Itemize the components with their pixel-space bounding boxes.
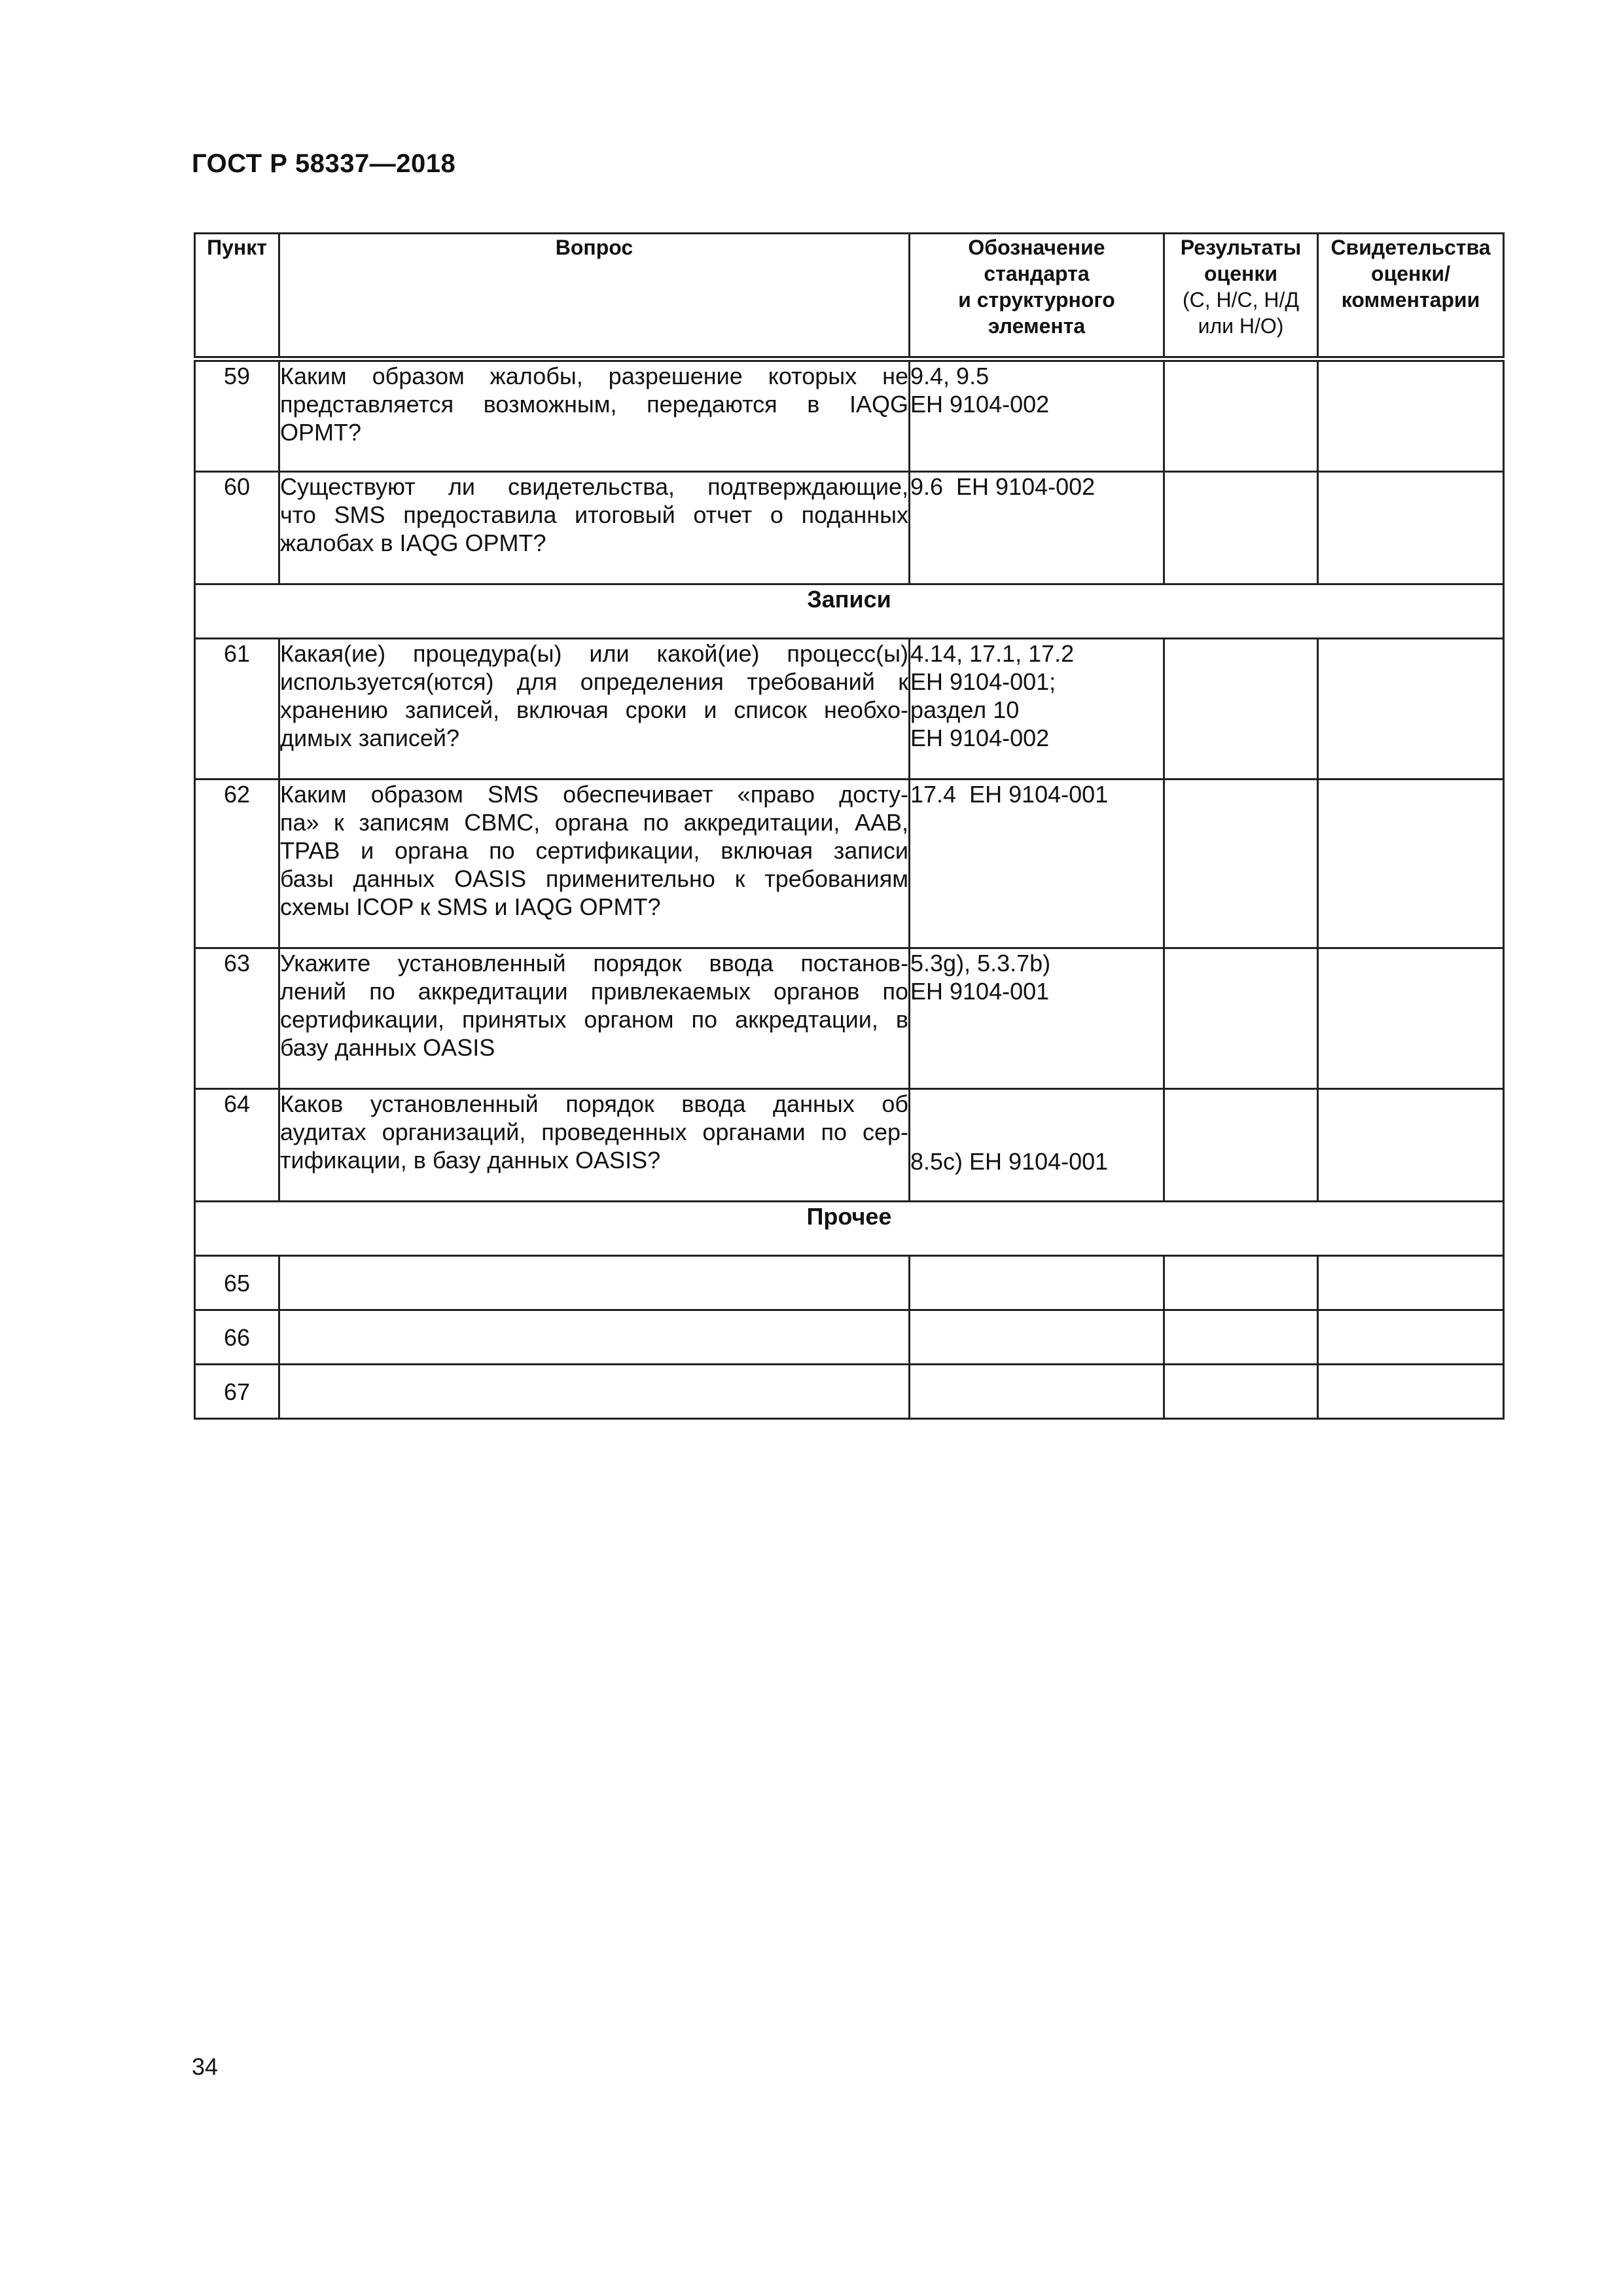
- col-header-standard-line: стандарта: [984, 262, 1090, 285]
- standard-cell: [910, 1365, 1164, 1419]
- col-header-evidence-line: Свидетельства: [1330, 236, 1491, 259]
- col-header-evidence-line: комментарии: [1341, 288, 1480, 312]
- standard-line: 9.6 ЕН 9104-002: [910, 473, 1096, 500]
- checklist-table: [194, 232, 1505, 1420]
- col-header-evidence-line: оценки/: [1371, 262, 1450, 285]
- table-row: [195, 1365, 1504, 1419]
- question-cell: [279, 639, 910, 780]
- col-header-results-line: оценки: [1204, 262, 1278, 285]
- question-line: что SMS предоставила итоговый отчет о поданных: [280, 501, 908, 528]
- results-cell: [1164, 1365, 1318, 1419]
- col-header-results: [1164, 234, 1318, 359]
- table-row: [195, 780, 1504, 948]
- results-cell: [1164, 780, 1318, 948]
- standard-cell: [910, 472, 1164, 584]
- results-cell: [1164, 948, 1318, 1089]
- col-header-standard-line: и структурного: [958, 288, 1115, 312]
- item-number: 67: [195, 1365, 279, 1419]
- results-cell: [1164, 1310, 1318, 1365]
- standard-cell: [910, 1256, 1164, 1310]
- standard-line: 8.5c) ЕН 9104-001: [910, 1148, 1109, 1175]
- table-row: [195, 359, 1504, 472]
- col-header-results-line: (С, Н/С, Н/Д: [1182, 288, 1300, 312]
- table-header-row: [195, 234, 1504, 359]
- question-line: используется(ются) для определения требований к: [280, 668, 908, 695]
- document-header: ГОСТ Р 58337—2018: [192, 149, 456, 178]
- section-title-records: Записи: [195, 584, 1504, 639]
- question-line: представляется возможным, передаются в IAQG: [280, 391, 908, 418]
- question-line: базы данных OASIS применительно к требованиям: [280, 865, 908, 892]
- question-line: хранению записей, включая сроки и список необхо-: [280, 696, 908, 723]
- col-header-question: Вопрос: [279, 234, 910, 359]
- question-line: па» к записям CBMC, органа по аккредитации, AAB,: [280, 809, 908, 836]
- col-header-standard-line: Обозначение: [968, 236, 1105, 259]
- question-cell: [279, 1310, 910, 1365]
- results-cell: [1164, 359, 1318, 472]
- question-line: Каким образом SMS обеспечивает «право досту-: [280, 781, 908, 808]
- standard-line: ЕН 9104-001: [910, 978, 1050, 1005]
- evidence-cell: [1318, 948, 1504, 1089]
- table-row: [195, 948, 1504, 1089]
- col-header-results-line: Результаты: [1180, 236, 1302, 259]
- results-cell: [1164, 1256, 1318, 1310]
- table-row: [195, 472, 1504, 584]
- standard-cell: [910, 1089, 1164, 1202]
- col-header-evidence: [1318, 234, 1504, 359]
- col-header-results-line: или Н/О): [1198, 314, 1284, 338]
- question-cell: [279, 1256, 910, 1310]
- results-cell: [1164, 639, 1318, 780]
- question-line: сертификации, принятых органом по аккредтации, в: [280, 1006, 908, 1033]
- table-row: [195, 1089, 1504, 1202]
- standard-line: 9.4, 9.5: [910, 363, 990, 389]
- section-row: [195, 584, 1504, 639]
- item-number: 61: [195, 639, 279, 780]
- standard-cell: [910, 639, 1164, 780]
- col-header-standard: [910, 234, 1164, 359]
- results-cell: [1164, 472, 1318, 584]
- question-line: Каким образом жалобы, разрешение которых не: [280, 363, 908, 389]
- item-number: 66: [195, 1310, 279, 1365]
- evidence-cell: [1318, 1256, 1504, 1310]
- question-line: лений по аккредитации привлекаемых органов по: [280, 978, 908, 1005]
- question-line: жалобах в IAQG OPMT?: [280, 529, 546, 556]
- question-cell: [279, 948, 910, 1089]
- standard-line: ЕН 9104-002: [910, 725, 1050, 751]
- item-number: 64: [195, 1089, 279, 1202]
- standard-cell: [910, 359, 1164, 472]
- item-number: 62: [195, 780, 279, 948]
- question-cell: [279, 1365, 910, 1419]
- standard-line: 4.14, 17.1, 17.2: [910, 640, 1075, 667]
- standard-line: ЕН 9104-002: [910, 391, 1050, 418]
- question-cell: [279, 1089, 910, 1202]
- question-line: Укажите установленный порядок ввода постанов-: [280, 950, 908, 977]
- question-line: тификации, в базу данных OASIS?: [280, 1147, 661, 1174]
- table-row: [195, 1256, 1504, 1310]
- item-number: 60: [195, 472, 279, 584]
- evidence-cell: [1318, 639, 1504, 780]
- evidence-cell: [1318, 780, 1504, 948]
- page-number: 34: [192, 2053, 219, 2080]
- question-line: Существуют ли свидетельства, подтверждающие,: [280, 473, 908, 500]
- question-line: базу данных OASIS: [280, 1034, 495, 1061]
- results-cell: [1164, 1089, 1318, 1202]
- standard-line: раздел 10: [910, 696, 1020, 723]
- col-header-standard-line: элемента: [988, 314, 1086, 338]
- question-line: OPMT?: [280, 419, 362, 446]
- question-line: TPAB и органа по сертификации, включая записи: [280, 837, 908, 864]
- evidence-cell: [1318, 1310, 1504, 1365]
- col-header-num: Пункт: [195, 234, 279, 359]
- question-line: аудитах организаций, проведенных органами по сер-: [280, 1119, 908, 1145]
- question-line: схемы ICOP к SMS и IAQG OPMT?: [280, 893, 661, 920]
- item-number: 63: [195, 948, 279, 1089]
- standard-cell: [910, 1310, 1164, 1365]
- evidence-cell: [1318, 1089, 1504, 1202]
- section-row: [195, 1202, 1504, 1256]
- question-line: Каков установленный порядок ввода данных об: [280, 1090, 908, 1117]
- question-cell: [279, 359, 910, 472]
- evidence-cell: [1318, 472, 1504, 584]
- question-cell: [279, 780, 910, 948]
- question-line: димых записей?: [280, 725, 460, 751]
- section-title-other: Прочее: [195, 1202, 1504, 1256]
- standard-line: 17.4 ЕН 9104-001: [910, 781, 1109, 808]
- standard-cell: [910, 948, 1164, 1089]
- question-cell: [279, 472, 910, 584]
- table-row: [195, 639, 1504, 780]
- item-number: 65: [195, 1256, 279, 1310]
- evidence-cell: [1318, 359, 1504, 472]
- standard-line: 5.3g), 5.3.7b): [910, 950, 1051, 977]
- table-row: [195, 1310, 1504, 1365]
- evidence-cell: [1318, 1365, 1504, 1419]
- standard-cell: [910, 780, 1164, 948]
- question-line: Какая(ие) процедура(ы) или какой(ие) процесс(ы): [280, 640, 908, 667]
- item-number: 59: [195, 359, 279, 472]
- standard-line: ЕН 9104-001;: [910, 668, 1056, 695]
